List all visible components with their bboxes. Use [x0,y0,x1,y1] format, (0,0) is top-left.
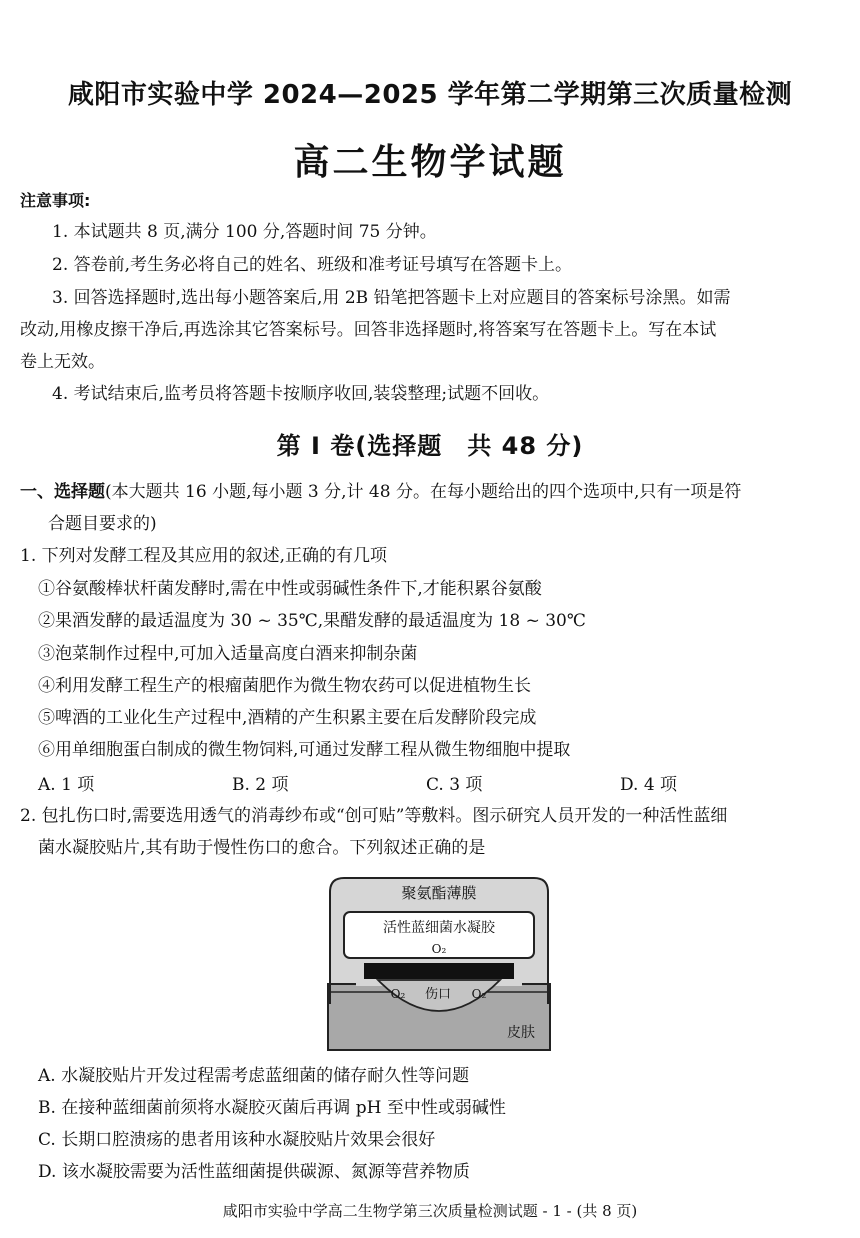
page-footer: 咸阳市实验中学高二生物学第三次质量检测试题 - 1 - (共 8 页) [222,1202,638,1220]
exam-title: 咸阳市实验中学 2024—2025 学年第二学期第三次质量检测 [67,80,793,110]
q2-option-c[interactable]: C. 长期口腔溃疡的患者用该种水凝胶贴片效果会很好 [38,1130,436,1150]
gel-label: 活性蓝细菌水凝胶 [383,920,495,936]
notice-item-3-line-3: 卷上无效。 [20,352,105,372]
q1-stem: 1. 下列对发酵工程及其应用的叙述,正确的有几项 [20,546,388,566]
q1-statement-2: ②果酒发酵的最适温度为 30 ~ 35℃,果醋发酵的最适温度为 18 ~ 30℃ [38,611,586,631]
q1-statement-4: ④利用发酵工程生产的根瘤菌肥作为微生物农药可以促进植物生长 [38,676,531,696]
hydrogel-patch-figure [326,874,552,1054]
q1-statement-5: ⑤啤酒的工业化生产过程中,酒精的产生积累主要在后发酵阶段完成 [38,708,537,728]
subject-title: 高二生物学试题 [293,142,567,183]
q1-statement-3: ③泡菜制作过程中,可加入适量高度白酒来抑制杂菌 [38,644,418,664]
notice-item-2: 2. 答卷前,考生务必将自己的姓名、班级和准考证号填写在答题卡上。 [52,255,573,275]
notice-heading: 注意事项: [20,191,91,210]
notice-item-4: 4. 考试结束后,监考员将答题卡按顺序收回,装袋整理;试题不回收。 [52,384,550,404]
wound-label: 伤口 [424,987,452,1002]
q1-options [38,770,838,794]
q2-stem-line-2: 菌水凝胶贴片,其有助于慢性伤口的愈合。下列叙述正确的是 [38,838,486,858]
film-label: 聚氨酯薄膜 [401,884,477,902]
black-strip [364,963,514,979]
section-instruction-line-1 [20,480,741,504]
q1-option-c[interactable]: C. 3 项 [426,775,483,795]
section-instruction-text: (本大题共 16 小题,每小题 3 分,计 48 分。在每小题给出的四个选项中,只有一项是符 [105,482,742,502]
notice-item-3-line-2: 改动,用橡皮擦干净后,再选涂其它答案标号。回答非选择题时,将答案写在答题卡上。写在本试 [20,320,717,340]
q2-option-b[interactable]: B. 在接种蓝细菌前须将水凝胶灭菌后再调 pH 至中性或弱碱性 [38,1098,506,1118]
hydrogel-patch-diagram [326,874,552,1054]
o2-top-label: O₂ [431,942,447,956]
notice-item-3-line-1: 3. 回答选择题时,选出每小题答案后,用 2B 铅笔把答题卡上对应题目的答案标号涂黑。如需 [52,288,731,308]
q1-option-b[interactable]: B. 2 项 [232,775,289,795]
q1-statement-6: ⑥用单细胞蛋白制成的微生物饲料,可通过发酵工程从微生物细胞中提取 [38,740,571,760]
section-title: 第 Ⅰ 卷(选择题 共 48 分) [276,432,584,460]
q1-option-d[interactable]: D. 4 项 [620,775,678,795]
section-instruction-line-2: 合题目要求的) [48,514,157,534]
q2-stem-line-1: 2. 包扎伤口时,需要选用透气的消毒纱布或“创可贴”等敷料。图示研究人员开发的一种活性蓝细 [20,806,728,826]
notice-item-1: 1. 本试题共 8 页,满分 100 分,答题时间 75 分钟。 [52,222,437,242]
skin-label: 皮肤 [507,1025,535,1041]
q2-option-a[interactable]: A. 水凝胶贴片开发过程需考虑蓝细菌的储存耐久性等问题 [38,1066,470,1086]
q2-option-d[interactable]: D. 该水凝胶需要为活性蓝细菌提供碳源、氮源等营养物质 [38,1162,470,1182]
o2-left-label: O₂ [390,987,406,1001]
o2-right-label: O₂ [471,987,487,1001]
q1-statement-1: ①谷氨酸棒状杆菌发酵时,需在中性或弱碱性条件下,才能积累谷氨酸 [38,579,542,599]
q1-option-a[interactable]: A. 1 项 [38,775,95,795]
section-instruction-heading: 一、选择题 [20,482,105,502]
